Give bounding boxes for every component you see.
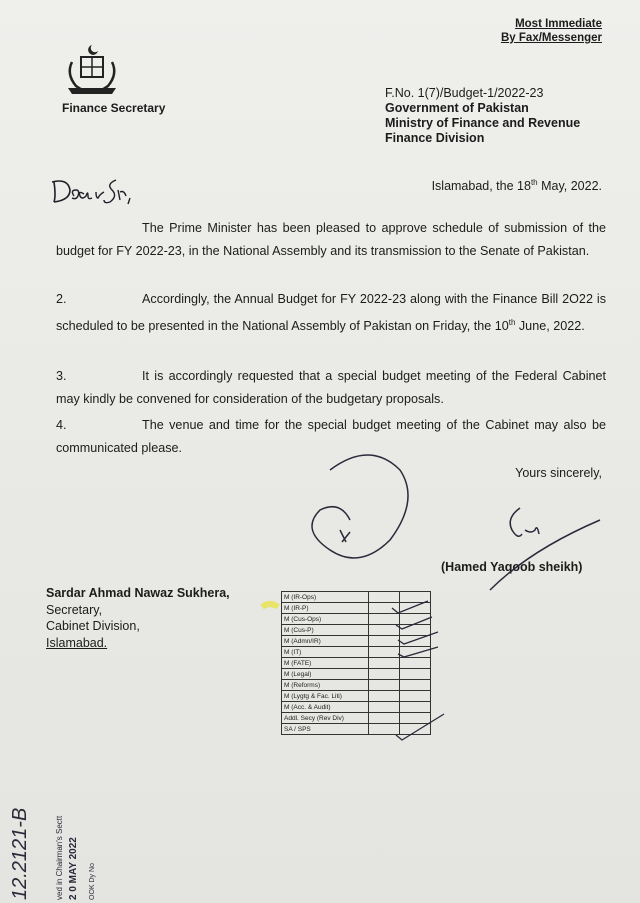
division-name: Finance Division — [385, 131, 485, 145]
marking-label: M (IT) — [282, 647, 369, 658]
addressee-designation: Secretary, — [46, 602, 103, 617]
letter-date: Islamabad, the 18th May, 2022. — [431, 178, 602, 194]
marking-label: M (Acc. & Audit) — [282, 702, 369, 713]
svg-text:ved in Chairman's Sectt: ved in Chairman's Sectt — [55, 815, 64, 900]
closing-text: Yours sincerely, — [515, 466, 602, 480]
diary-stamp — [9, 808, 96, 900]
marking-label: M (Lygtg & Fac. Liti) — [282, 691, 369, 702]
svg-text:12.2121-B: 12.2121-B — [9, 807, 31, 900]
marking-label: M (IR-Ops) — [282, 592, 369, 603]
ministry-name: Ministry of Finance and Revenue — [385, 116, 581, 130]
addressee-office: Cabinet Division, — [46, 619, 140, 633]
paragraph-4: 4. The venue and time for the special budget meeting of the Cabinet may also be communicated please. — [56, 418, 606, 455]
signature-icon — [490, 508, 600, 590]
delivery-label: By Fax/Messenger — [501, 32, 602, 44]
paragraph-1: The Prime Minister has been pleased to approve schedule of submission of the budget for FY 2022-23, in the National Assembly and its transmission to the Senate of Pakistan. — [56, 221, 606, 258]
marking-label: M (Cus-Ops) — [282, 614, 369, 625]
marking-label: SA / SPS — [282, 724, 369, 735]
marking-label: M (FATE) — [282, 658, 369, 669]
marking-label: M (Cus-P) — [282, 625, 369, 636]
tick-marks — [392, 601, 444, 740]
priority-label: Most Immediate — [515, 18, 602, 30]
government-name: Government of Pakistan — [385, 101, 529, 115]
paragraph-3: 3. It is accordingly requested that a special budget meeting of the Federal Cabinet may kindly be convened for consideration of the budgetary proposals. — [56, 369, 606, 406]
svg-text:2 0 MAY 2022: 2 0 MAY 2022 — [68, 837, 79, 900]
marking-label: M (Admn/IR) — [282, 636, 369, 647]
marking-label: M (Legal) — [282, 669, 369, 680]
yellow-highlight — [262, 604, 278, 607]
marking-label: M (IR-P) — [282, 603, 369, 614]
paragraph-2: 2. Accordingly, the Annual Budget for FY 2022-23 along with the Finance Bill 2O22 is scheduled to be presented in the National Assembly of Pakistan on Friday, the 10th June, 2022. — [56, 292, 606, 334]
addressee-city: Islamabad. — [46, 635, 108, 650]
marking-label: Addl. Secy (Rev Div) — [282, 713, 369, 724]
marking-label: M (Reforms) — [282, 680, 369, 691]
signatory-name: (Hamed Yaqoob sheikh) — [441, 560, 583, 574]
pen-scribble-large — [312, 455, 408, 558]
svg-text:OOK Dy No: OOK Dy No — [89, 863, 96, 900]
file-number: F.No. 1(7)/Budget-1/2022-23 — [385, 86, 544, 100]
sender-title: Finance Secretary — [62, 101, 166, 115]
addressee-name: Sardar Ahmad Nawaz Sukhera, — [46, 586, 230, 600]
